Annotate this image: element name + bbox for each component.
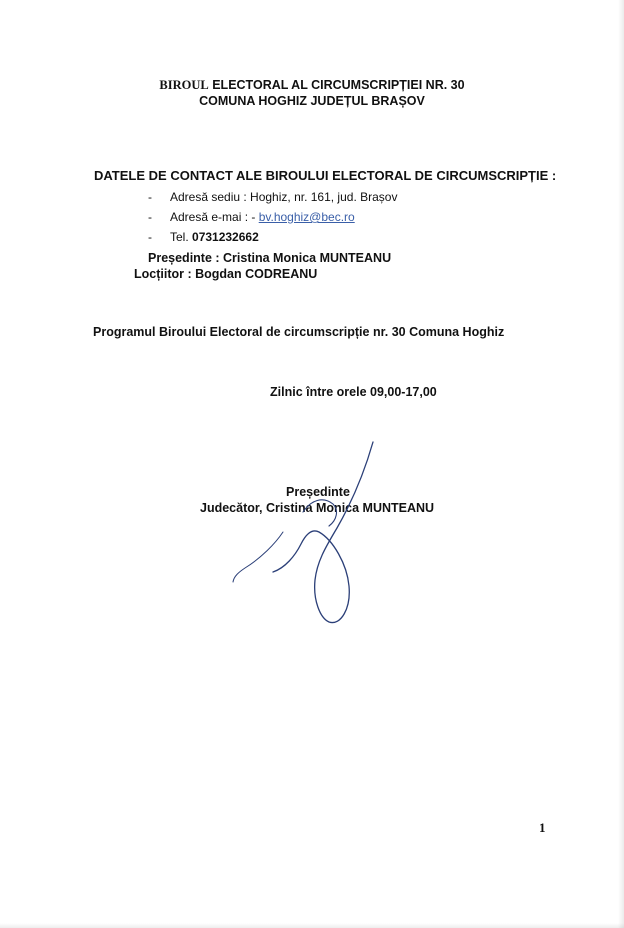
phone-label: Tel. bbox=[170, 230, 193, 244]
signature-stroke-upper bbox=[303, 500, 336, 526]
header-line-1-rest: ELECTORAL AL CIRCUMSCRIPȚIEI NR. 30 bbox=[208, 78, 465, 92]
handwritten-signature bbox=[225, 440, 395, 630]
address-text: Adresă sediu : Hoghiz, nr. 161, jud. Brașov bbox=[170, 190, 398, 204]
contact-title: DATELE DE CONTACT ALE BIROULUI ELECTORAL DE CIRCUMSCRIPȚIE : bbox=[94, 168, 557, 183]
header-line-2: COMUNA HOGHIZ JUDEȚUL BRAȘOV bbox=[199, 94, 425, 108]
program-title: Programul Biroului Electoral de circumscripție nr. 30 Comuna Hoghiz bbox=[93, 325, 505, 339]
header-line-1 bbox=[0, 78, 624, 93]
bullet-dash: - bbox=[148, 210, 152, 224]
program-hours: Zilnic între orele 09,00-17,00 bbox=[270, 385, 437, 399]
list-item-phone bbox=[148, 227, 397, 247]
contact-list bbox=[148, 187, 397, 247]
signature-stroke-main bbox=[273, 442, 373, 623]
bullet-dash: - bbox=[148, 230, 152, 244]
list-item-address bbox=[148, 187, 397, 207]
signature-role: Președinte bbox=[286, 485, 350, 499]
bullet-dash: - bbox=[148, 190, 152, 204]
list-item-email bbox=[148, 207, 397, 227]
phone-value: 0731232662 bbox=[192, 230, 259, 244]
president-line: Președinte : Cristina Monica MUNTEANU bbox=[148, 251, 392, 265]
header-line-1-prefix: BIROUL bbox=[159, 78, 209, 92]
signature-stroke-left bbox=[233, 532, 283, 582]
scan-bottom-shadow bbox=[0, 923, 624, 928]
email-label: Adresă e-mai : - bbox=[170, 210, 259, 224]
deputy-line: Locțiitor : Bogdan CODREANU bbox=[134, 267, 318, 281]
page-number: 1 bbox=[539, 820, 546, 835]
email-link[interactable]: bv.hoghiz@bec.ro bbox=[258, 210, 355, 224]
scan-edge-shadow bbox=[618, 0, 624, 928]
signature-name: Judecător, Cristina Monica MUNTEANU bbox=[200, 501, 435, 515]
